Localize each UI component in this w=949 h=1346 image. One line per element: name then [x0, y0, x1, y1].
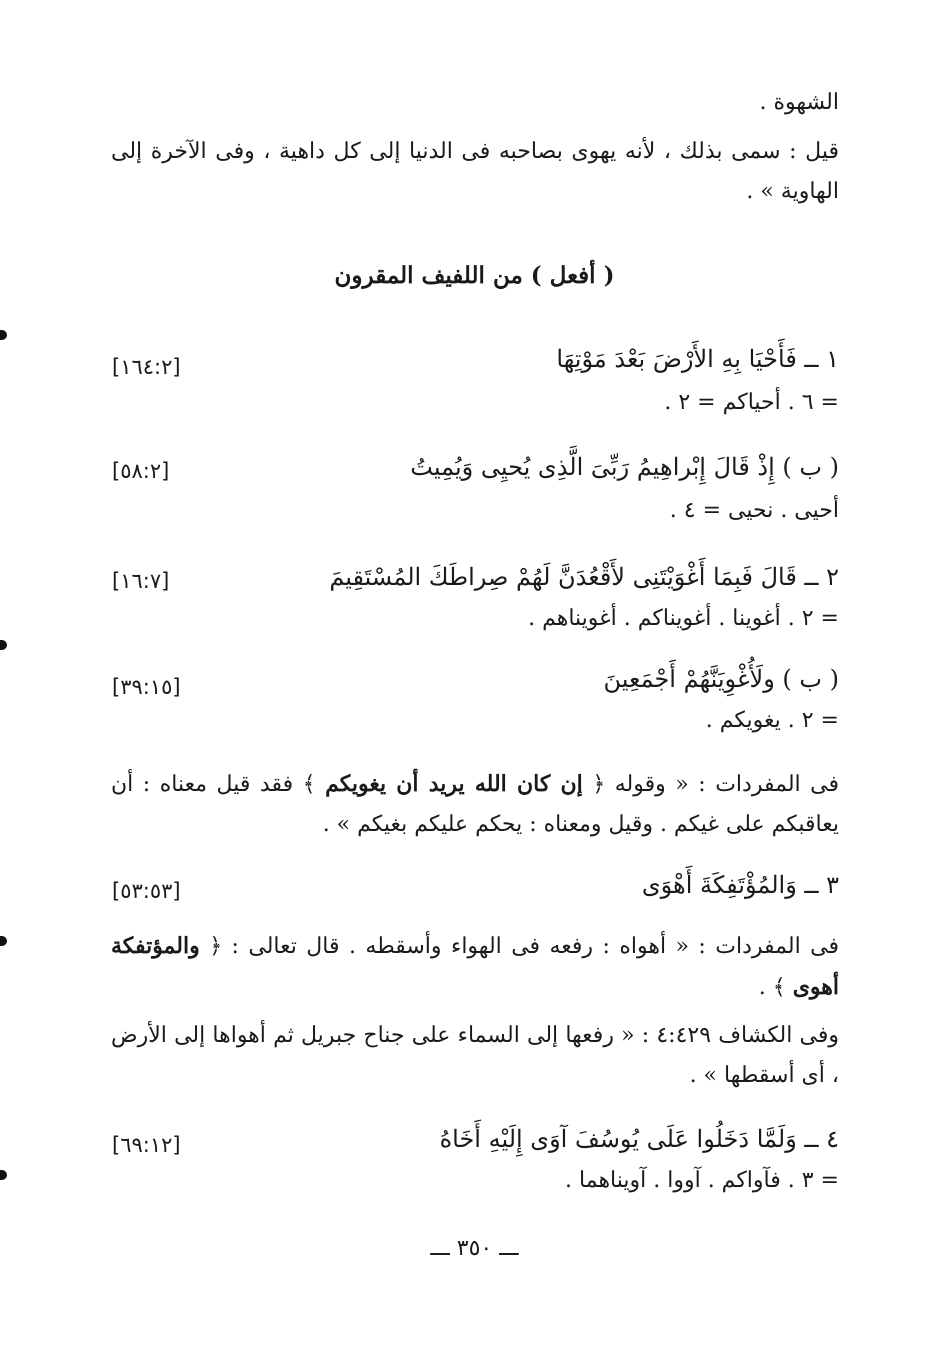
- verse-ref-1b: [٥٨:٢]: [112, 459, 170, 483]
- page-number: ـــ ٣٥٠ ـــ: [430, 1236, 519, 1261]
- verse-3: ٣ ــ وَالمُؤْتَفِكَةَ أَهْوَى: [641, 871, 839, 899]
- note-1: = ٦ . أحياكم = ٢ .: [664, 390, 839, 415]
- verse-2b: ( ب ) ولَأُغْوِيَنَّهُمْ أَجْمَعِينَ: [603, 665, 839, 693]
- verse-ref-2b: [٣٩:١٥]: [112, 675, 181, 699]
- verse-1b: ( ب ) إِذْ قَالَ إِبْراهِيمُ رَبِّىَ الَّذِى يُحيِى وَيُمِيتُ: [410, 453, 839, 481]
- margin-mark: [0, 640, 7, 650]
- mufradat-paragraph-1: [111, 764, 839, 845]
- mufradat-1-pre: فى المفردات : « وقوله ﴿: [592, 772, 840, 797]
- mufradat-2-pre: فى المفردات : « أهواه : رفعه فى الهواء وأسقطه . قال تعالى : ﴿: [209, 934, 839, 959]
- note-4: = ٣ . فآواكم . آووا . آويناهما .: [565, 1168, 839, 1193]
- margin-mark: [0, 330, 7, 340]
- note-2b: = ٢ . يغويكم .: [705, 708, 839, 733]
- mufradat-1-quote: إن كان الله يريد أن يغويكم: [325, 771, 583, 797]
- verse-ref-1: [١٦٤:٢]: [112, 355, 181, 379]
- note-2: = ٢ . أغوينا . أغويناكم . أغويناهم .: [528, 606, 839, 631]
- verse-4: ٤ ــ وَلَمَّا دَخَلُوا عَلَى يُوسُفَ آوَى إِلَيْهِ أَخَاهُ: [439, 1125, 839, 1153]
- note-1b: أحيى . نحيى = ٤ .: [669, 498, 839, 523]
- verse-ref-3: [٥٣:٥٣]: [112, 879, 181, 903]
- verse-ref-2: [١٦:٧]: [112, 569, 170, 593]
- section-title: ( أفعل ) من اللفيف المقرون: [334, 262, 615, 289]
- mufradat-1-post: ﴾ فقد قيل معناه : أن يعاقبكم على غيكم . وقيل ومعناه : يحكم عليكم بغيكم » .: [111, 772, 839, 837]
- verse-1: ١ ــ فَأَحْيَا بِهِ الأَرْضَ بَعْدَ مَوْتِهَا: [556, 345, 839, 373]
- verse-ref-4: [٦٩:١٢]: [112, 1133, 181, 1157]
- intro-line: الشهوة .: [759, 90, 839, 115]
- intro-paragraph: قيل : سمى بذلك ، لأنه يهوى بصاحبه فى الدنيا إلى كل داهية ، وفى الآخرة إلى الهاوية » .: [111, 139, 839, 204]
- margin-mark: [0, 1170, 7, 1180]
- verse-2: ٢ ــ قَالَ فَبِمَا أَغْوَيْتَنِى لأَقْعُدَنَّ لَهُمْ صِراطَكَ المُسْتَقِيمَ: [329, 563, 839, 591]
- mufradat-2-post: ﴾ .: [758, 975, 786, 1000]
- mufradat-paragraph-2: [111, 926, 839, 1008]
- margin-mark: [0, 936, 7, 946]
- kashshaf-paragraph: وفى الكشاف ٤:٤٢٩ : « رفعها إلى السماء على جناح جبريل ثم أهواها إلى الأرض ، أى أسقطها » .: [111, 1023, 839, 1088]
- mufradat-2-quote: والمؤتفكة أهوى: [111, 933, 839, 1000]
